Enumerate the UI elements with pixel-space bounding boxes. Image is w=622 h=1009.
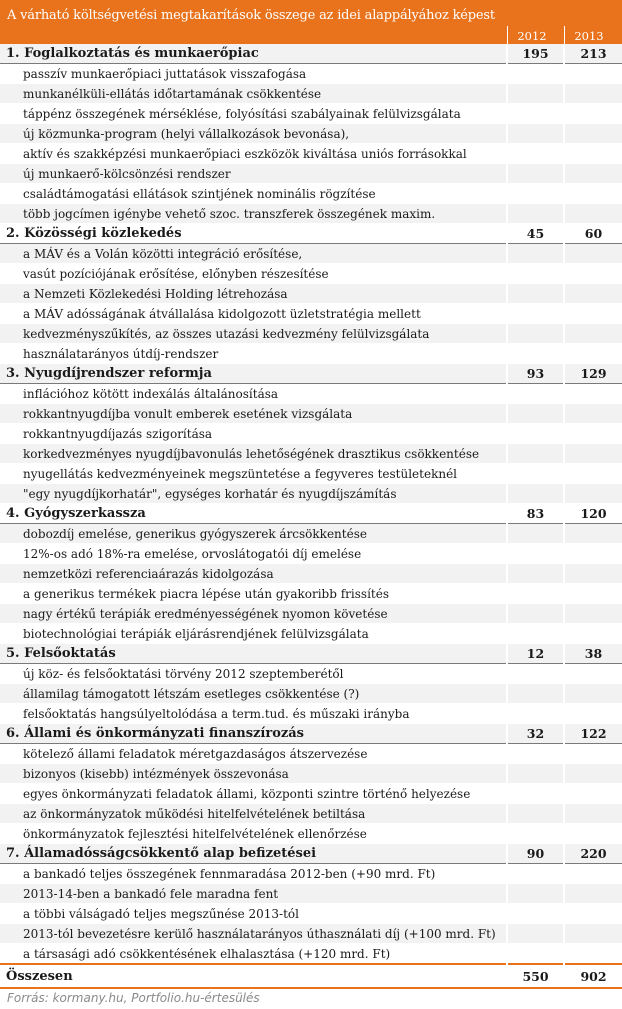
measure-label: 2013-tól bevezetésre kerülő használatarányos úthasználati díj (+100 mrd. Ft) <box>0 924 507 944</box>
measure-label: munkanélküli-ellátás időtartamának csökkentése <box>0 84 507 104</box>
measure-label: több jogcímen igénybe vehető szoc. transzferek összegének maxim. <box>0 204 507 224</box>
measure-label: 12%-os adó 18%-ra emelése, orvoslátogatói díj emelése <box>0 544 507 564</box>
measure-label: 2013-14-ben a bankadó fele maradna fent <box>0 884 507 904</box>
measure-row <box>0 164 622 184</box>
section-title: 2. Közösségi közlekedés <box>0 224 507 244</box>
measure-row <box>0 384 622 404</box>
empty-cell-2013 <box>564 884 622 904</box>
empty-cell-2012 <box>507 244 564 264</box>
year-2013-header: 2013 <box>574 29 604 43</box>
empty-cell-2013 <box>564 564 622 584</box>
value-2013: 60 <box>564 224 622 244</box>
measure-row <box>0 64 622 84</box>
measure-label: inflációhoz kötött indexálás általánosítása <box>0 384 507 404</box>
empty-cell-2012 <box>507 124 564 144</box>
empty-cell-2012 <box>507 164 564 184</box>
empty-cell-2012 <box>507 764 564 784</box>
measure-label: "egy nyugdíjkorhatár", egységes korhatár és nyugdíjszámítás <box>0 484 507 504</box>
empty-cell-2013 <box>564 824 622 844</box>
empty-cell-2012 <box>507 524 564 544</box>
empty-cell-2013 <box>564 684 622 704</box>
measure-row <box>0 444 622 464</box>
section-row <box>0 504 622 524</box>
empty-cell-2013 <box>564 124 622 144</box>
empty-cell-2013 <box>564 624 622 644</box>
measure-label: passzív munkaerőpiaci juttatások visszafogása <box>0 64 507 84</box>
empty-cell-2012 <box>507 404 564 424</box>
empty-cell-2013 <box>564 204 622 224</box>
empty-cell-2012 <box>507 544 564 564</box>
measure-row <box>0 704 622 724</box>
empty-cell-2013 <box>564 944 622 965</box>
total-label: Összesen <box>0 964 507 988</box>
empty-cell-2012 <box>507 484 564 504</box>
empty-cell-2013 <box>564 64 622 84</box>
measure-label: aktív és szakképzési munkaerőpiaci eszközök kiváltása uniós forrásokkal <box>0 144 507 164</box>
empty-cell-2012 <box>507 784 564 804</box>
measure-row <box>0 524 622 544</box>
measure-row <box>0 84 622 104</box>
measure-label: bizonyos (kisebb) intézmények összevonása <box>0 764 507 784</box>
measure-row <box>0 864 622 884</box>
measure-row <box>0 544 622 564</box>
measure-row <box>0 684 622 704</box>
measure-row <box>0 784 622 804</box>
empty-cell-2013 <box>564 84 622 104</box>
measure-label: önkormányzatok fejlesztési hitelfelvételének ellenőrzése <box>0 824 507 844</box>
empty-cell-2012 <box>507 804 564 824</box>
empty-cell-2012 <box>507 84 564 104</box>
section-row <box>0 44 622 64</box>
section-row <box>0 844 622 864</box>
measure-label: a társasági adó csökkentésének elhalasztása (+120 mrd. Ft) <box>0 944 507 965</box>
measure-row <box>0 604 622 624</box>
empty-cell-2013 <box>564 164 622 184</box>
measure-label: rokkantnyugdíjba vonult emberek esetének vizsgálata <box>0 404 507 424</box>
measure-row <box>0 344 622 364</box>
measure-row <box>0 764 622 784</box>
measure-label: az önkormányzatok működési hitelfelvételének betiltása <box>0 804 507 824</box>
value-2012: 93 <box>507 364 564 384</box>
empty-cell-2013 <box>564 524 622 544</box>
value-2012: 45 <box>507 224 564 244</box>
measure-row <box>0 624 622 644</box>
empty-cell-2013 <box>564 424 622 444</box>
total-row <box>0 964 622 988</box>
value-2012: 32 <box>507 724 564 744</box>
empty-cell-2013 <box>564 584 622 604</box>
measure-row <box>0 104 622 124</box>
measure-row <box>0 424 622 444</box>
empty-cell-2012 <box>507 184 564 204</box>
measure-label: kötelező állami feladatok méretgazdaságos átszervezése <box>0 744 507 764</box>
empty-cell-2012 <box>507 664 564 684</box>
empty-cell-2012 <box>507 304 564 324</box>
empty-cell-2013 <box>564 864 622 884</box>
measure-row <box>0 664 622 684</box>
measure-label: a MÁV és a Volán közötti integráció erősítése, <box>0 244 507 264</box>
table-header <box>0 0 622 44</box>
measure-row <box>0 904 622 924</box>
empty-cell-2013 <box>564 304 622 324</box>
empty-cell-2012 <box>507 904 564 924</box>
measure-label: családtámogatási ellátások szintjének nominális rögzítése <box>0 184 507 204</box>
measure-label: a többi válságadó teljes megszűnése 2013-tól <box>0 904 507 924</box>
empty-cell-2013 <box>564 384 622 404</box>
empty-cell-2013 <box>564 804 622 824</box>
empty-cell-2012 <box>507 704 564 724</box>
section-title: 4. Gyógyszerkassza <box>0 504 507 524</box>
empty-cell-2013 <box>564 104 622 124</box>
empty-cell-2012 <box>507 104 564 124</box>
empty-cell-2013 <box>564 924 622 944</box>
measure-label: rokkantnyugdíjazás szigorítása <box>0 424 507 444</box>
empty-cell-2013 <box>564 704 622 724</box>
empty-cell-2012 <box>507 564 564 584</box>
measure-label: a Nemzeti Közlekedési Holding létrehozása <box>0 284 507 304</box>
total-2012: 550 <box>507 964 564 988</box>
empty-cell-2013 <box>564 744 622 764</box>
empty-cell-2013 <box>564 484 622 504</box>
measure-row <box>0 284 622 304</box>
section-row <box>0 224 622 244</box>
empty-cell-2012 <box>507 604 564 624</box>
empty-cell-2013 <box>564 784 622 804</box>
empty-cell-2012 <box>507 824 564 844</box>
empty-cell-2012 <box>507 324 564 344</box>
measure-row <box>0 304 622 324</box>
savings-table <box>0 44 622 989</box>
measure-label: felsőoktatás hangsúlyeltolódása a term.tud. és műszaki irányba <box>0 704 507 724</box>
measure-row <box>0 124 622 144</box>
measure-row <box>0 944 622 965</box>
empty-cell-2012 <box>507 424 564 444</box>
measure-label: nyugellátás kedvezményeinek megszüntetése a fegyveres testületeknél <box>0 464 507 484</box>
section-title: 6. Állami és önkormányzati finanszírozás <box>0 724 507 744</box>
source-note: Forrás: kormany.hu, Portfolio.hu-értesülés <box>7 991 260 1005</box>
empty-cell-2012 <box>507 924 564 944</box>
measure-row <box>0 484 622 504</box>
value-2013: 38 <box>564 644 622 664</box>
value-2012: 83 <box>507 504 564 524</box>
measure-label: táppénz összegének mérséklése, folyósítási szabályainak felülvizsgálata <box>0 104 507 124</box>
section-row <box>0 644 622 664</box>
measure-row <box>0 244 622 264</box>
value-2012: 90 <box>507 844 564 864</box>
measure-label: új köz- és felsőoktatási törvény 2012 szeptemberétől <box>0 664 507 684</box>
measure-label: nemzetközi referenciaárazás kidolgozása <box>0 564 507 584</box>
measure-row <box>0 744 622 764</box>
value-2013: 122 <box>564 724 622 744</box>
section-title: 3. Nyugdíjrendszer reformja <box>0 364 507 384</box>
empty-cell-2012 <box>507 884 564 904</box>
measure-row <box>0 824 622 844</box>
value-2012: 195 <box>507 44 564 64</box>
empty-cell-2012 <box>507 344 564 364</box>
measure-row <box>0 404 622 424</box>
value-2013: 129 <box>564 364 622 384</box>
total-2013: 902 <box>564 964 622 988</box>
empty-cell-2013 <box>564 324 622 344</box>
empty-cell-2013 <box>564 144 622 164</box>
empty-cell-2012 <box>507 624 564 644</box>
empty-cell-2012 <box>507 264 564 284</box>
measure-label: kedvezményszűkítés, az összes utazási kedvezmény felülvizsgálata <box>0 324 507 344</box>
measure-label: dobozdíj emelése, generikus gyógyszerek árcsökkentése <box>0 524 507 544</box>
section-row <box>0 724 622 744</box>
measure-label: vasút pozíciójának erősítése, előnyben részesítése <box>0 264 507 284</box>
measure-label: egyes önkormányzati feladatok állami, központi szintre történő helyezése <box>0 784 507 804</box>
empty-cell-2013 <box>564 284 622 304</box>
year-2012-header: 2012 <box>517 29 547 43</box>
empty-cell-2012 <box>507 744 564 764</box>
measure-row <box>0 184 622 204</box>
measure-label: korkedvezményes nyugdíjbavonulás lehetőségének drasztikus csökkentése <box>0 444 507 464</box>
measure-label: a generikus termékek piacra lépése után gyakoribb frissítés <box>0 584 507 604</box>
empty-cell-2012 <box>507 584 564 604</box>
empty-cell-2013 <box>564 904 622 924</box>
empty-cell-2012 <box>507 284 564 304</box>
measure-label: a bankadó teljes összegének fennmaradása 2012-ben (+90 mrd. Ft) <box>0 864 507 884</box>
section-row <box>0 364 622 384</box>
measure-row <box>0 884 622 904</box>
empty-cell-2013 <box>564 264 622 284</box>
empty-cell-2013 <box>564 244 622 264</box>
measure-label: használatarányos útdíj-rendszer <box>0 344 507 364</box>
value-2013: 220 <box>564 844 622 864</box>
measure-label: új közmunka-program (helyi vállalkozások bevonása), <box>0 124 507 144</box>
measure-label: államilag támogatott létszám esetleges csökkentése (?) <box>0 684 507 704</box>
value-2013: 213 <box>564 44 622 64</box>
measure-label: nagy értékű terápiák eredményességének nyomon követése <box>0 604 507 624</box>
section-title: 5. Felsőoktatás <box>0 644 507 664</box>
empty-cell-2013 <box>564 464 622 484</box>
empty-cell-2012 <box>507 464 564 484</box>
empty-cell-2012 <box>507 444 564 464</box>
measure-row <box>0 264 622 284</box>
measure-row <box>0 144 622 164</box>
value-2013: 120 <box>564 504 622 524</box>
empty-cell-2013 <box>564 444 622 464</box>
measure-row <box>0 804 622 824</box>
empty-cell-2012 <box>507 64 564 84</box>
measure-label: új munkaerő-kölcsönzési rendszer <box>0 164 507 184</box>
section-title: 1. Foglalkoztatás és munkaerőpiac <box>0 44 507 64</box>
measure-row <box>0 204 622 224</box>
measure-label: a MÁV adósságának átvállalása kidolgozott üzletstratégia mellett <box>0 304 507 324</box>
empty-cell-2013 <box>564 544 622 564</box>
empty-cell-2013 <box>564 184 622 204</box>
empty-cell-2012 <box>507 864 564 884</box>
empty-cell-2013 <box>564 664 622 684</box>
empty-cell-2013 <box>564 764 622 784</box>
measure-row <box>0 464 622 484</box>
empty-cell-2013 <box>564 604 622 624</box>
table-title: A várható költségvetési megtakarítások összege az idei alappályához képest <box>7 8 495 23</box>
empty-cell-2012 <box>507 144 564 164</box>
measure-row <box>0 584 622 604</box>
measure-label: biotechnológiai terápiák eljárásrendjének felülvizsgálata <box>0 624 507 644</box>
value-2012: 12 <box>507 644 564 664</box>
section-title: 7. Államadósságcsökkentő alap befizetései <box>0 844 507 864</box>
empty-cell-2012 <box>507 384 564 404</box>
empty-cell-2012 <box>507 684 564 704</box>
empty-cell-2012 <box>507 204 564 224</box>
measure-row <box>0 324 622 344</box>
empty-cell-2013 <box>564 404 622 424</box>
measure-row <box>0 924 622 944</box>
empty-cell-2013 <box>564 344 622 364</box>
measure-row <box>0 564 622 584</box>
empty-cell-2012 <box>507 944 564 965</box>
